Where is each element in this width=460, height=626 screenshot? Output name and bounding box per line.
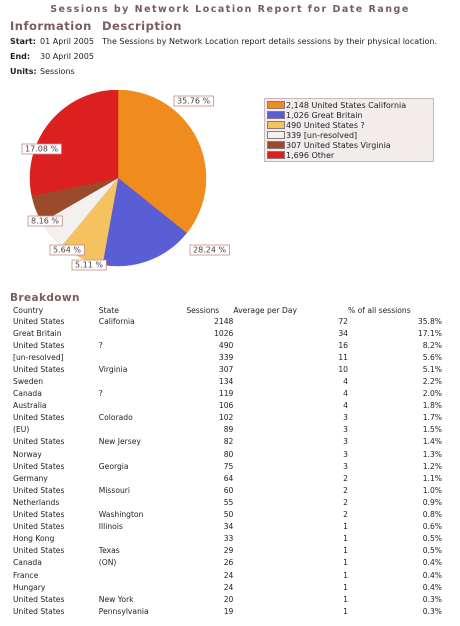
pie-percent-label [190, 245, 229, 255]
pie-percent-label [174, 96, 213, 106]
cell-average: 4 [343, 389, 348, 399]
cell-country: United States [13, 437, 65, 447]
table-row [10, 436, 450, 448]
table-row [10, 327, 450, 339]
cell-country: Germany [13, 473, 48, 483]
table-row [10, 569, 450, 581]
cell-average: 1 [343, 534, 348, 544]
cell-country: Hungary [13, 582, 46, 592]
pie-percent-text: 5.11 % [75, 260, 103, 270]
cell-country: France [13, 570, 39, 580]
table-row [10, 388, 450, 400]
cell-state [99, 533, 187, 545]
pie-percent-text: 17.08 % [25, 144, 59, 154]
table-row [10, 472, 450, 484]
cell-country: United States [13, 364, 65, 374]
chart-legend [264, 98, 434, 162]
start-row [10, 37, 94, 46]
cell-state: ? [98, 340, 103, 350]
cell-country: Netherlands [13, 497, 60, 507]
cell-average: 72 [338, 316, 348, 326]
cell-percent: 0.9% [422, 497, 442, 507]
end-row [10, 52, 94, 61]
cell-country: Australia [13, 401, 47, 411]
pie-slice [30, 90, 118, 196]
table-row [10, 557, 450, 569]
pie-percent-label [50, 245, 84, 255]
cell-country: [un-resolved] [13, 352, 64, 362]
cell-sessions: 75 [223, 461, 234, 471]
pie-chart-svg [0, 90, 260, 280]
units-row [10, 67, 75, 76]
cell-average: 2 [343, 497, 348, 507]
cell-state: Pennsylvania [98, 606, 149, 616]
cell-percent: 0.4% [422, 582, 442, 592]
legend-label: 307 United States Virginia [286, 140, 391, 150]
cell-country: Canada [13, 558, 42, 568]
cell-state [99, 424, 187, 436]
pie-percent-text: 28.24 % [193, 245, 227, 255]
legend-label: 339 [un-resolved] [286, 130, 358, 140]
table-row [10, 509, 450, 521]
cell-average: 11 [338, 352, 348, 362]
table-row [10, 412, 450, 424]
cell-sessions: 490 [218, 340, 234, 350]
table-row [10, 533, 450, 545]
cell-state [99, 581, 187, 593]
table-row [10, 375, 450, 387]
cell-average: 1 [343, 546, 348, 556]
cell-state [99, 327, 187, 339]
legend-swatch [267, 101, 285, 109]
cell-state: ? [98, 389, 103, 399]
pie-percent-text: 5.64 % [53, 245, 81, 255]
cell-percent: 0.4% [422, 558, 442, 568]
cell-state: Illinois [98, 522, 123, 532]
table-row [10, 400, 450, 412]
table-row [10, 581, 450, 593]
cell-sessions: 339 [218, 352, 234, 362]
cell-percent: 0.4% [422, 570, 442, 580]
legend-swatch [267, 131, 285, 139]
cell-average: 1 [343, 606, 348, 616]
cell-percent: 17.1% [417, 328, 442, 338]
cell-country: Hong Kong [13, 534, 55, 544]
table-row [10, 351, 450, 363]
table-row [10, 315, 450, 327]
cell-percent: 35.8% [417, 316, 442, 326]
cell-percent: 5.1% [422, 364, 442, 374]
cell-average: 2 [343, 473, 348, 483]
cell-state [99, 496, 187, 508]
cell-percent: 5.6% [422, 352, 442, 362]
cell-state: Washington [98, 510, 144, 520]
col-average-per-day: Average per Day [233, 305, 298, 315]
cell-country: United States [13, 522, 65, 532]
cell-country: United States [13, 413, 65, 423]
description-heading: Description [102, 19, 182, 33]
legend-swatch [267, 141, 285, 149]
cell-average: 3 [343, 425, 348, 435]
cell-average: 1 [343, 594, 348, 604]
end-label: End: [10, 52, 31, 61]
legend-item [267, 130, 431, 140]
cell-sessions: 26 [223, 558, 234, 568]
cell-average: 34 [338, 328, 348, 338]
pie-percent-label [72, 260, 106, 270]
cell-sessions: 64 [223, 473, 234, 483]
cell-sessions: 89 [223, 425, 234, 435]
legend-item [267, 140, 431, 150]
cell-sessions: 50 [223, 510, 234, 520]
cell-state [99, 375, 187, 387]
cell-average: 1 [343, 558, 348, 568]
pie-percent-label [22, 144, 61, 154]
pie-percent-text: 8.16 % [31, 216, 59, 226]
cell-average: 2 [343, 510, 348, 520]
information-heading: Information [10, 19, 92, 33]
cell-percent: 8.2% [422, 340, 442, 350]
legend-label: 1,696 Other [286, 150, 335, 160]
cell-percent: 1.2% [422, 461, 442, 471]
cell-sessions: 106 [218, 401, 234, 411]
cell-sessions: 34 [223, 522, 234, 532]
cell-country: United States [13, 340, 65, 350]
legend-item [267, 100, 431, 110]
cell-country: Great Britain [13, 328, 62, 338]
legend-label: 490 United States ? [286, 120, 365, 130]
cell-sessions: 80 [223, 449, 234, 459]
cell-percent: 0.3% [422, 594, 442, 604]
legend-label: 1,026 Great Britain [286, 110, 363, 120]
cell-sessions: 82 [223, 437, 234, 447]
units-value: Sessions [40, 67, 75, 76]
cell-percent: 1.4% [422, 437, 442, 447]
pie-chart [0, 90, 260, 280]
table-row [10, 521, 450, 533]
cell-state [99, 448, 187, 460]
cell-average: 3 [343, 449, 348, 459]
cell-sessions: 134 [218, 377, 234, 387]
cell-sessions: 1026 [214, 328, 234, 338]
cell-country: Sweden [13, 377, 44, 387]
legend-swatch [267, 121, 285, 129]
cell-percent: 1.8% [422, 401, 442, 411]
cell-state: New Jersey [98, 437, 141, 447]
cell-percent: 1.5% [422, 425, 442, 435]
table-row [10, 363, 450, 375]
table-row [10, 545, 450, 557]
cell-percent: 0.3% [422, 606, 442, 616]
cell-percent: 1.7% [422, 413, 442, 423]
cell-sessions: 102 [218, 413, 234, 423]
cell-percent: 0.8% [422, 510, 442, 520]
cell-sessions: 19 [223, 606, 234, 616]
cell-average: 1 [343, 570, 348, 580]
cell-sessions: 119 [218, 389, 234, 399]
cell-average: 4 [343, 401, 348, 411]
cell-sessions: 29 [223, 546, 234, 556]
cell-country: United States [13, 606, 65, 616]
breakdown-heading: Breakdown [10, 292, 80, 304]
cell-country: United States [13, 485, 65, 495]
cell-average: 1 [343, 582, 348, 592]
table-row [10, 496, 450, 508]
cell-state [99, 569, 187, 581]
cell-country: United States [13, 594, 65, 604]
cell-sessions: 33 [223, 534, 234, 544]
cell-percent: 0.5% [422, 534, 442, 544]
cell-sessions: 55 [223, 497, 234, 507]
cell-sessions: 307 [218, 364, 234, 374]
table-row [10, 460, 450, 472]
cell-state: Missouri [98, 485, 131, 495]
cell-percent: 1.1% [422, 473, 442, 483]
cell-sessions: 2148 [214, 316, 234, 326]
table-row [10, 448, 450, 460]
table-row [10, 593, 450, 605]
cell-country: Norway [13, 449, 42, 459]
cell-sessions: 24 [223, 582, 234, 592]
pie-percent-label [28, 216, 62, 226]
table-header-row [10, 305, 450, 315]
cell-percent: 1.0% [422, 485, 442, 495]
cell-state: California [98, 316, 135, 326]
cell-percent: 0.6% [422, 522, 442, 532]
cell-percent: 2.0% [422, 389, 442, 399]
cell-state: New York [98, 594, 134, 604]
cell-percent: 1.3% [422, 449, 442, 459]
cell-average: 3 [343, 461, 348, 471]
end-value: 30 April 2005 [40, 52, 94, 61]
col-sessions: Sessions [186, 305, 220, 315]
col-country: Country [13, 305, 44, 315]
legend-item [267, 120, 431, 130]
cell-country: United States [13, 510, 65, 520]
cell-percent: 0.5% [422, 546, 442, 556]
description-text: The Sessions by Network Location report details sessions by their physical location. [102, 37, 437, 46]
col-state: State [98, 305, 119, 315]
cell-country: United States [13, 461, 65, 471]
cell-country: United States [13, 546, 65, 556]
start-label: Start: [10, 37, 36, 46]
cell-state [99, 351, 187, 363]
report-title: Sessions by Network Location Report for Date Range [50, 4, 410, 15]
cell-average: 1 [343, 522, 348, 532]
cell-average: 3 [343, 413, 348, 423]
cell-state: (ON) [98, 558, 117, 568]
cell-average: 16 [338, 340, 348, 350]
legend-label: 2,148 United States California [286, 100, 407, 110]
cell-country: United States [13, 316, 65, 326]
units-label: Units: [10, 67, 37, 76]
cell-state: Colorado [98, 413, 133, 423]
table-row [10, 339, 450, 351]
table-row [10, 484, 450, 496]
legend-swatch [267, 151, 285, 159]
table-row [10, 605, 450, 617]
cell-state [99, 472, 187, 484]
cell-country: (EU) [13, 425, 30, 435]
cell-percent: 2.2% [422, 377, 442, 387]
legend-item [267, 110, 431, 120]
col-percent: % of all sessions [347, 305, 411, 315]
cell-country: Canada [13, 389, 42, 399]
cell-sessions: 24 [223, 570, 234, 580]
legend-item [267, 150, 431, 160]
pie-percent-text: 35.76 % [177, 96, 211, 106]
cell-sessions: 20 [223, 594, 234, 604]
start-value: 01 April 2005 [40, 37, 94, 46]
cell-state [99, 400, 187, 412]
breakdown-table [10, 305, 450, 617]
cell-average: 4 [343, 377, 348, 387]
cell-average: 3 [343, 437, 348, 447]
cell-state: Texas [98, 546, 120, 556]
cell-state: Georgia [98, 461, 129, 471]
legend-swatch [267, 111, 285, 119]
table-row [10, 424, 450, 436]
cell-sessions: 60 [223, 485, 234, 495]
cell-state: Virginia [98, 364, 128, 374]
cell-average: 10 [338, 364, 348, 374]
cell-average: 2 [343, 485, 348, 495]
